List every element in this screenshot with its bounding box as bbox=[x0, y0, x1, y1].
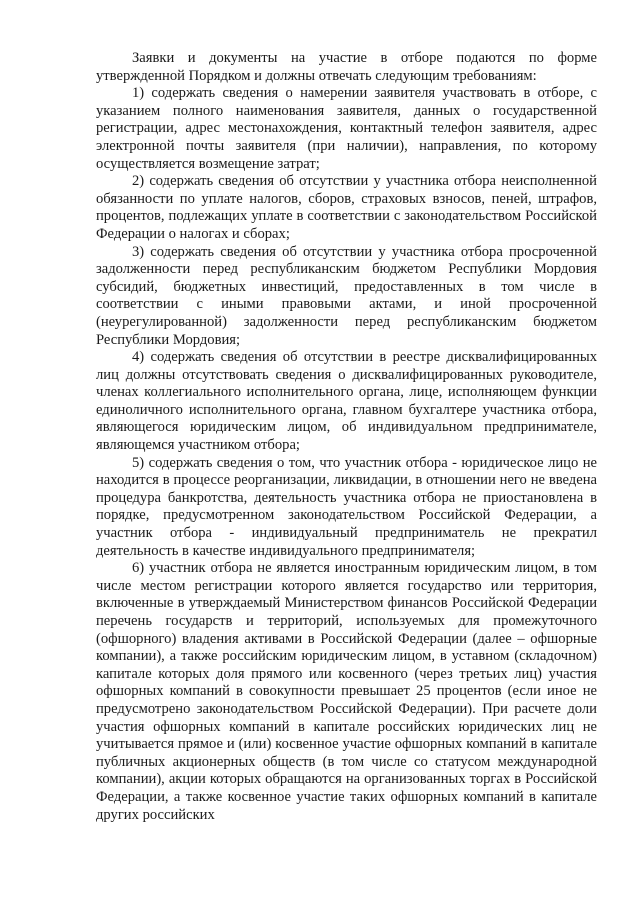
intro-paragraph: Заявки и документы на участие в отборе подаются по форме утвержденной Порядком и должны отвечать следующим требованиям: bbox=[96, 50, 597, 84]
requirement-item-3: 3) содержать сведения об отсутствии у участника отбора просроченной задолженности перед республиканским бюджетом Республики Мордовия субсидий, бюджетных инвестиций, предоставленных в том числе в соответствии с иными правовыми актами, и иной просроченной (неурегулированной) задолженности перед республиканским бюджетом Республики Мордовия; bbox=[96, 243, 597, 348]
requirement-item-6: 6) участник отбора не является иностранным юридическим лицом, в том числе местом регистрации которого является государство или территория, включенные в утверждаемый Министерством финансов Российской Федерации перечень государств и территорий, используемых для промежуточного (офшорного) владения активами в Российской Федерации (далее – офшорные компании), а также российским юридическим лицом, в уставном (складочном) капитале которых доля прямого или косвенного (через третьих лиц) участия офшорных компаний в совокупности превышает 25 процентов (если иное не предусмотрено законодательством Российской Федерации). При расчете доли участия офшорных компаний в капитале российских юридических лиц не учитывается прямое и (или) косвенное участие офшорных компаний в капитале публичных акционерных обществ (в том числе со статусом международной компании), акции которых обращаются на организованных торгах в Российской Федерации, а также косвенное участие таких офшорных компаний в капитале других российских bbox=[96, 560, 597, 823]
requirement-item-4: 4) содержать сведения об отсутствии в реестре дисквалифицированных лиц должны отсутствовать сведения о дисквалифицированных руководителе, членах коллегиального исполнительного органа, лице, исполняющем функции единоличного исполнительного органа, главном бухгалтере участника отбора, являющегося юридическим лицом, об индивидуальном предпринимателе, являющемся участником отбора; bbox=[96, 349, 597, 454]
document-body bbox=[96, 50, 597, 824]
requirement-item-5: 5) содержать сведения о том, что участник отбора - юридическое лицо не находится в процессе реорганизации, ликвидации, в отношении него не введена процедура банкротства, деятельность участника отбора не приостановлена в порядке, предусмотренном законодательством Российской Федерации, а участник отбора - индивидуальный предприниматель не прекратил деятельность в качестве индивидуального предпринимателя; bbox=[96, 454, 597, 559]
requirement-item-1: 1) содержать сведения о намерении заявителя участвовать в отборе, с указанием полного наименования заявителя, данных о государственной регистрации, адрес местонахождения, контактный телефон заявителя, адрес электронной почты заявителя (при наличии), направления, по которому осуществляется возмещение затрат; bbox=[96, 85, 597, 172]
requirement-item-2: 2) содержать сведения об отсутствии у участника отбора неисполненной обязанности по уплате налогов, сборов, страховых взносов, пеней, штрафов, процентов, подлежащих уплате в соответствии с законодательством Российской Федерации о налогах и сборах; bbox=[96, 173, 597, 242]
